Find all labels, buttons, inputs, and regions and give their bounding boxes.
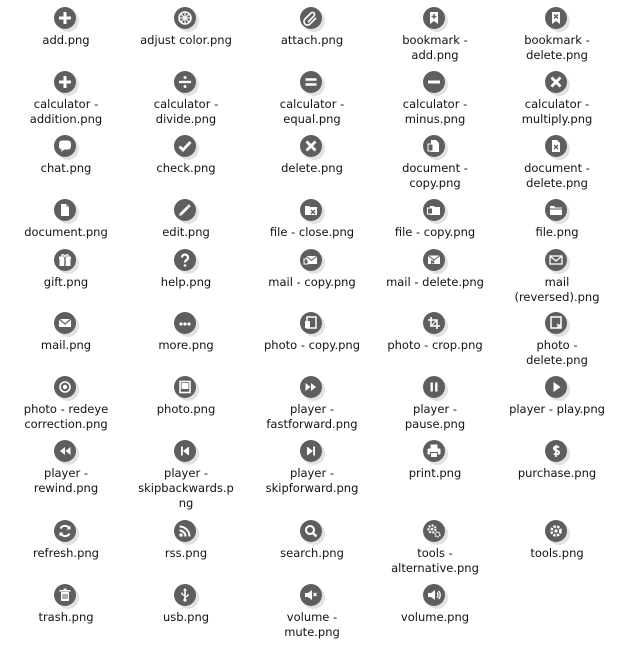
file-thumbnail <box>423 71 447 95</box>
file-name-label: player - play.png <box>509 402 605 416</box>
file-thumbnail <box>300 440 324 464</box>
file-name-label: tools - alternative.png <box>391 546 479 575</box>
file-name-label: mail.png <box>40 338 92 352</box>
file-thumbnail <box>300 7 324 31</box>
file-name-label: rss.png <box>164 546 208 560</box>
delete-icon <box>300 135 322 157</box>
file-thumbnail <box>174 520 198 544</box>
file-name-label: calculator - multiply.png <box>521 97 593 126</box>
trash-icon <box>54 584 76 606</box>
file-thumbnail <box>423 584 447 608</box>
file-name-label: bookmark - delete.png <box>524 33 590 62</box>
play-icon <box>545 376 567 398</box>
file-thumbnail <box>545 7 569 31</box>
file-item[interactable] <box>252 305 372 353</box>
file-item[interactable] <box>252 128 372 176</box>
printer-icon <box>423 440 445 462</box>
file-item[interactable] <box>252 577 372 640</box>
file-thumbnail <box>174 440 198 464</box>
adjust-color-icon <box>174 7 196 29</box>
file-thumbnail <box>423 376 447 400</box>
file-thumbnail <box>54 312 78 336</box>
file-thumbnail <box>174 249 198 273</box>
file-name-label: photo - redeye correction.png <box>23 402 109 431</box>
file-thumbnail <box>545 249 569 273</box>
file-thumbnail <box>423 135 447 159</box>
file-item[interactable] <box>497 369 617 417</box>
file-item[interactable] <box>252 513 372 561</box>
file-item[interactable] <box>375 305 495 353</box>
volume-icon <box>423 584 445 606</box>
file-close-icon <box>300 199 322 221</box>
file-thumbnail <box>54 520 78 544</box>
file-item[interactable] <box>497 305 617 368</box>
file-item[interactable] <box>126 242 246 290</box>
file-thumbnail <box>300 199 324 223</box>
file-item[interactable] <box>252 0 372 48</box>
mail-reversed-icon <box>545 249 567 271</box>
photo-copy-icon <box>300 312 322 334</box>
plus-icon <box>54 71 76 93</box>
file-item[interactable] <box>252 242 372 290</box>
add-icon <box>54 7 76 29</box>
rss-icon <box>174 520 196 542</box>
photo-crop-icon <box>423 312 445 334</box>
file-item[interactable] <box>497 0 617 63</box>
file-name-label: check.png <box>156 161 216 175</box>
file-name-label: player - skipforward.png <box>265 466 359 495</box>
file-thumbnail <box>174 199 198 223</box>
file-item[interactable] <box>6 242 126 290</box>
file-name-label: trash.png <box>38 610 94 624</box>
file-item[interactable] <box>497 64 617 127</box>
file-item[interactable] <box>375 64 495 127</box>
file-item[interactable] <box>252 64 372 127</box>
file-item[interactable] <box>6 513 126 561</box>
file-thumbnail <box>300 249 324 273</box>
file-name-label: more.png <box>158 338 214 352</box>
rewind-icon <box>54 440 76 462</box>
fastforward-icon <box>300 376 322 398</box>
file-item[interactable] <box>126 192 246 240</box>
file-item[interactable] <box>126 433 246 511</box>
file-thumbnail <box>174 312 198 336</box>
edit-icon <box>174 199 196 221</box>
file-item[interactable] <box>6 192 126 240</box>
search-icon <box>300 520 322 542</box>
file-name-label: file.png <box>535 225 579 239</box>
file-name-label: player - skipbackwards.p ng <box>138 466 234 510</box>
file-name-label: document.png <box>24 225 108 239</box>
file-thumbnail <box>54 249 78 273</box>
file-name-label: bookmark - add.png <box>402 33 468 62</box>
more-icon <box>174 312 196 334</box>
document-icon <box>54 199 76 221</box>
file-thumbnail <box>174 584 198 608</box>
volume-mute-icon <box>300 584 322 606</box>
file-item[interactable] <box>6 128 126 176</box>
file-name-label: chat.png <box>40 161 92 175</box>
pause-icon <box>423 376 445 398</box>
file-thumbnail <box>300 312 324 336</box>
file-thumbnail <box>300 520 324 544</box>
file-item[interactable] <box>6 369 126 432</box>
file-name-label: photo - delete.png <box>526 338 588 367</box>
usb-icon <box>174 584 196 606</box>
minus-icon <box>423 71 445 93</box>
file-name-label: player - pause.png <box>404 402 466 431</box>
file-thumbnail <box>545 71 569 95</box>
file-item[interactable] <box>497 192 617 240</box>
file-name-label: player - rewind.png <box>33 466 99 495</box>
file-thumbnail <box>545 199 569 223</box>
file-thumbnail <box>54 584 78 608</box>
file-name-label: gift.png <box>43 275 89 289</box>
file-thumbnail <box>423 312 447 336</box>
file-thumbnail <box>545 135 569 159</box>
dollar-icon <box>545 440 567 462</box>
file-thumbnail <box>545 520 569 544</box>
mail-copy-icon <box>300 249 322 271</box>
photo-icon <box>174 376 196 398</box>
file-item[interactable] <box>252 433 372 496</box>
file-item[interactable] <box>6 577 126 625</box>
file-item[interactable] <box>497 513 617 561</box>
file-name-label: calculator - equal.png <box>279 97 345 126</box>
file-item[interactable] <box>6 433 126 496</box>
file-item[interactable] <box>252 192 372 240</box>
file-name-label: tools.png <box>530 546 584 560</box>
file-item[interactable] <box>6 64 126 127</box>
file-thumbnail <box>545 440 569 464</box>
file-thumbnail <box>54 135 78 159</box>
file-thumbnail <box>54 199 78 223</box>
file-item[interactable] <box>375 192 495 240</box>
mail-delete-icon <box>423 249 445 271</box>
file-item[interactable] <box>126 577 246 625</box>
file-name-label: player - fastforward.png <box>266 402 358 431</box>
file-thumbnail <box>423 199 447 223</box>
photo-delete-icon <box>545 312 567 334</box>
help-icon <box>174 249 196 271</box>
chat-icon <box>54 135 76 157</box>
file-name-label: file - close.png <box>269 225 355 239</box>
file-thumbnail <box>300 584 324 608</box>
file-thumbnail <box>300 71 324 95</box>
file-thumbnail <box>423 7 447 31</box>
file-item[interactable] <box>375 513 495 576</box>
file-thumbnail <box>300 376 324 400</box>
file-item[interactable] <box>252 369 372 432</box>
file-name-label: mail (reversed).png <box>514 275 600 304</box>
file-name-label: file - copy.png <box>394 225 476 239</box>
file-thumbnail <box>174 376 198 400</box>
file-item[interactable] <box>126 0 246 48</box>
file-thumbnail <box>174 7 198 31</box>
file-name-label: document - delete.png <box>524 161 590 190</box>
file-thumbnail <box>300 135 324 159</box>
file-name-label: calculator - addition.png <box>29 97 103 126</box>
mail-icon <box>54 312 76 334</box>
document-copy-icon <box>423 135 445 157</box>
eye-icon <box>54 376 76 398</box>
file-name-label: delete.png <box>281 161 343 175</box>
file-name-label: help.png <box>160 275 212 289</box>
file-name-label: refresh.png <box>33 546 99 560</box>
bookmark-delete-icon <box>545 7 567 29</box>
attach-icon <box>300 7 322 29</box>
file-name-label: print.png <box>408 466 462 480</box>
bookmark-add-icon <box>423 7 445 29</box>
gift-icon <box>54 249 76 271</box>
file-thumbnail <box>423 440 447 464</box>
file-item[interactable] <box>375 577 495 625</box>
file-item[interactable] <box>497 433 617 481</box>
equal-icon <box>300 71 322 93</box>
file-name-label: add.png <box>42 33 90 47</box>
file-item[interactable] <box>375 128 495 191</box>
skip-backwards-icon <box>174 440 196 462</box>
file-name-label: photo - crop.png <box>387 338 483 352</box>
file-thumbnail <box>54 440 78 464</box>
skip-forward-icon <box>300 440 322 462</box>
divide-icon <box>174 71 196 93</box>
file-item[interactable] <box>126 64 246 127</box>
file-thumbnail <box>545 376 569 400</box>
file-name-label: adjust color.png <box>140 33 232 47</box>
file-thumbnail <box>423 249 447 273</box>
file-name-label: photo.png <box>156 402 216 416</box>
file-thumbnail <box>423 520 447 544</box>
file-name-label: volume - mute.png <box>284 610 340 639</box>
file-thumbnail <box>174 71 198 95</box>
file-name-label: search.png <box>280 546 344 560</box>
document-delete-icon <box>545 135 567 157</box>
file-thumbnail <box>54 376 78 400</box>
file-item[interactable] <box>126 128 246 176</box>
file-item[interactable] <box>6 0 126 48</box>
multiply-icon <box>545 71 567 93</box>
file-item[interactable] <box>497 242 617 305</box>
file-name-label: purchase.png <box>517 466 597 480</box>
file-name-label: calculator - minus.png <box>402 97 468 126</box>
gear-icon <box>545 520 567 542</box>
file-thumbnail <box>54 7 78 31</box>
file-name-label: volume.png <box>400 610 470 624</box>
file-name-label: photo - copy.png <box>264 338 360 352</box>
file-copy-icon <box>423 199 445 221</box>
gears-icon <box>423 520 445 542</box>
file-item[interactable] <box>126 513 246 561</box>
file-item[interactable] <box>6 305 126 353</box>
file-name-label: attach.png <box>280 33 344 47</box>
file-item[interactable] <box>375 242 495 290</box>
folder-icon <box>545 199 567 221</box>
file-item[interactable] <box>375 433 495 481</box>
file-name-label: document - copy.png <box>402 161 468 190</box>
file-name-label: usb.png <box>162 610 210 624</box>
file-item[interactable] <box>126 305 246 353</box>
file-thumbnail <box>174 135 198 159</box>
file-name-label: calculator - divide.png <box>153 97 219 126</box>
file-name-label: edit.png <box>162 225 210 239</box>
file-item[interactable] <box>375 0 495 63</box>
file-name-label: mail - delete.png <box>386 275 484 289</box>
file-item[interactable] <box>126 369 246 417</box>
file-name-label: mail - copy.png <box>268 275 356 289</box>
refresh-icon <box>54 520 76 542</box>
check-icon <box>174 135 196 157</box>
file-item[interactable] <box>375 369 495 432</box>
file-item[interactable] <box>497 128 617 191</box>
file-thumbnail <box>54 71 78 95</box>
file-thumbnail <box>545 312 569 336</box>
